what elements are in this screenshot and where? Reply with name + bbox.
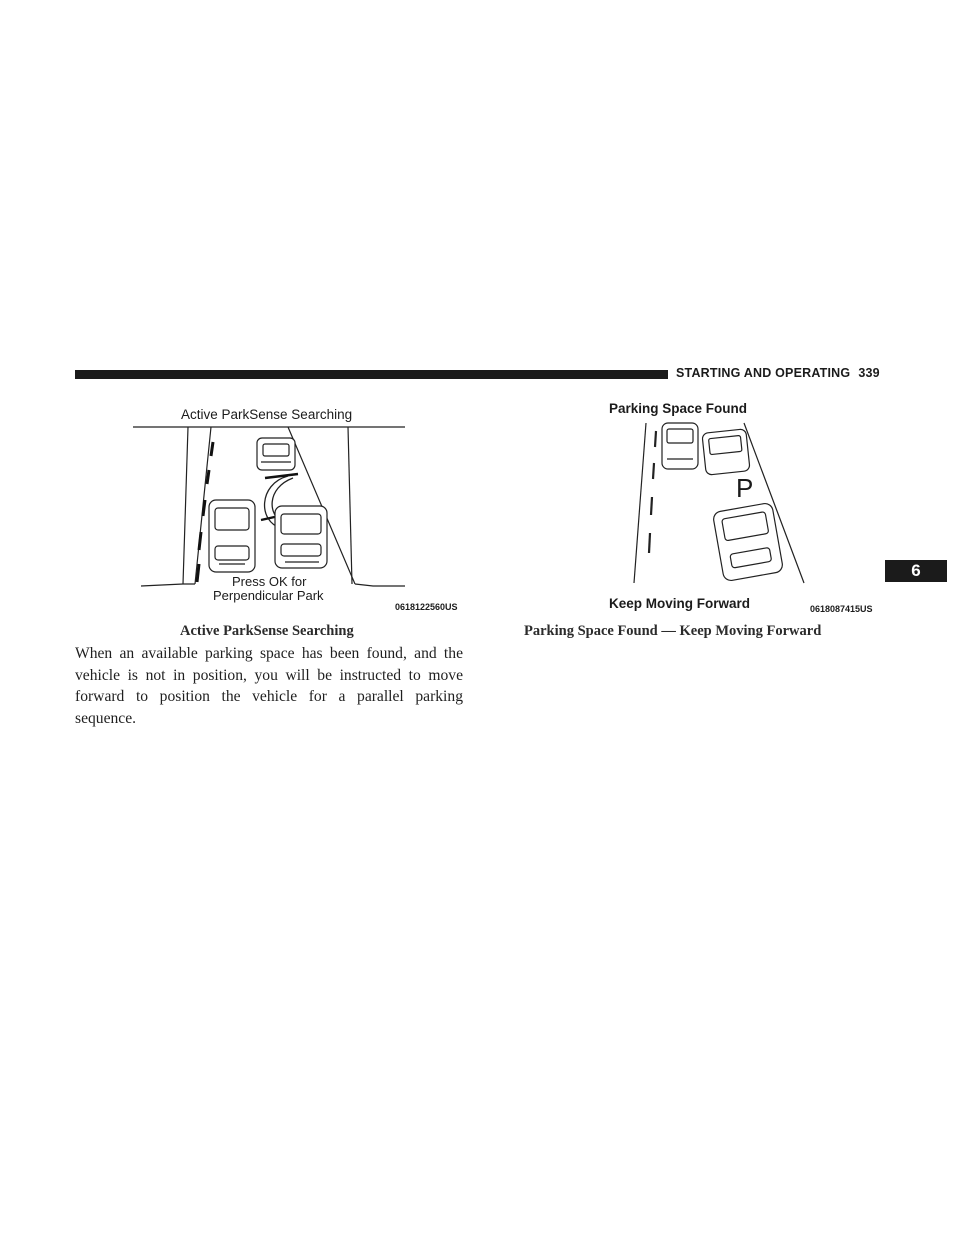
figure-active-parksense-searching [133, 404, 463, 616]
parallel-park-illustration [604, 397, 894, 615]
figure-title: Parking Space Found [609, 401, 748, 416]
chapter-tab: 6 [885, 560, 947, 582]
car-parked-front-icon [702, 429, 750, 475]
body-paragraph: When an available parking space has been found, and the vehicle is not in position, you will be instructed to move forward to position the vehicle for a parallel parking sequence. [75, 645, 463, 727]
figure-caption-2: Parking Space Found — Keep Moving Forward [524, 623, 822, 639]
parking-spot-marker: P [736, 473, 754, 503]
car-own-icon [712, 502, 783, 581]
figure-parking-space-found [604, 397, 894, 615]
section-title: STARTING AND OPERATING [676, 366, 851, 380]
instruction-line-1: Press OK for [232, 574, 307, 589]
figure-caption-1: Active ParkSense Searching [180, 623, 354, 639]
perpendicular-park-illustration [133, 404, 463, 616]
car-ahead-icon [662, 423, 698, 469]
instruction-line-2: Perpendicular Park [213, 588, 324, 603]
car-far-icon [257, 438, 295, 470]
figure-title: Active ParkSense Searching [181, 407, 353, 422]
figure-code: 0618087415US [810, 604, 873, 614]
header-rule [75, 370, 668, 379]
figure-code: 0618122560US [395, 602, 458, 612]
running-header [676, 366, 880, 380]
instruction-text: Keep Moving Forward [609, 596, 751, 611]
car-parked-left-icon [209, 500, 255, 572]
car-parked-right-icon [275, 506, 327, 568]
page-number: 339 [858, 366, 880, 380]
